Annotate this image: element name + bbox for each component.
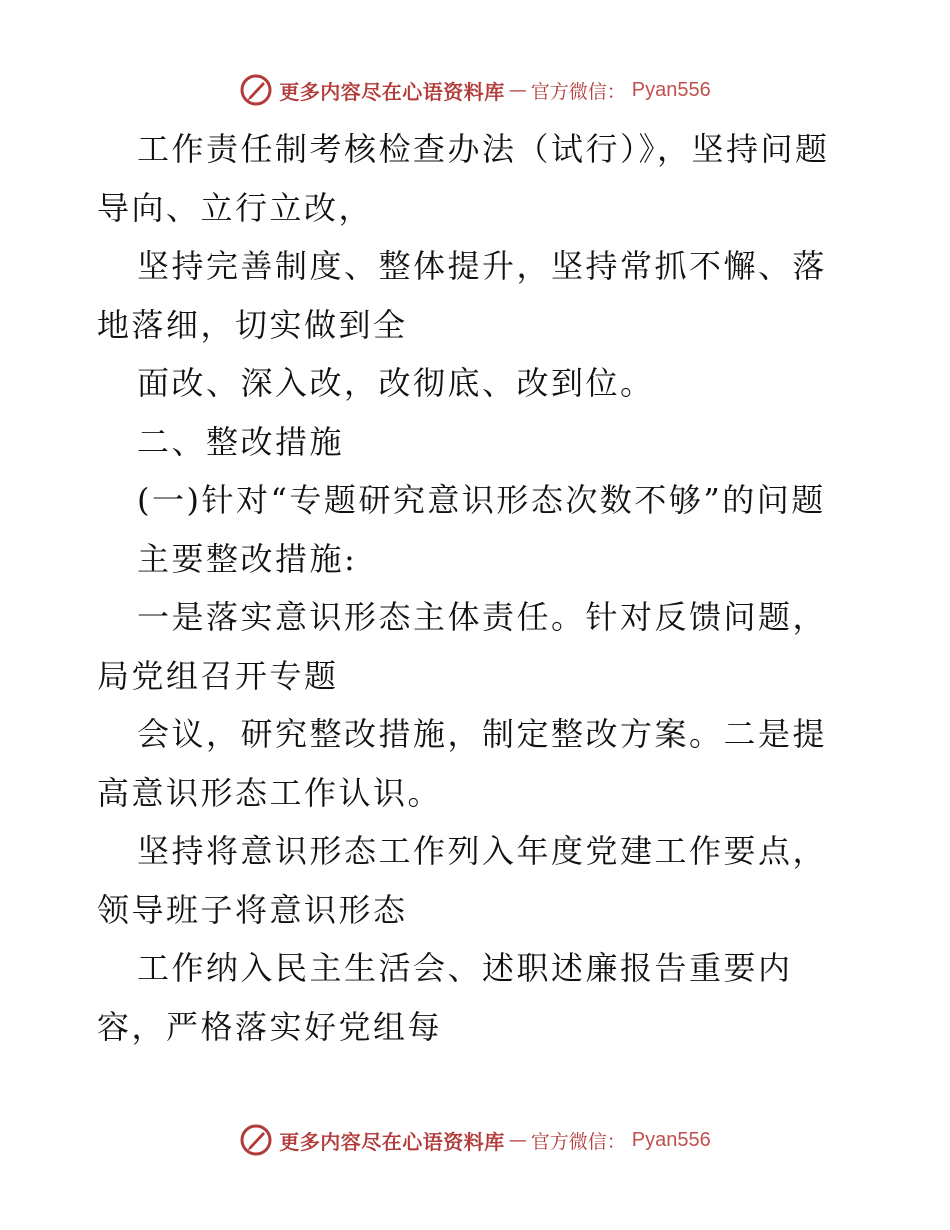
section-heading: 二、整改措施 xyxy=(137,422,345,461)
watermark-handle: Pyan556 xyxy=(631,78,711,101)
quill-logo-icon xyxy=(239,73,273,107)
footer-watermark xyxy=(0,1120,950,1160)
watermark-dash: — xyxy=(508,1129,527,1151)
paragraph: 坚持完善制度、整体提升，坚持常抓不懈、落地落细，切实做到全 xyxy=(97,247,828,344)
paragraph: 工作责任制考核检查办法（试行）》，坚持问题导向、立行立改， xyxy=(97,130,830,227)
quill-logo-icon xyxy=(239,1123,273,1157)
document-body xyxy=(97,120,857,1056)
paragraph: 面改、深入改，改彻底、改到位。 xyxy=(137,364,655,402)
paragraph: 工作纳入民主生活会、述职述廉报告重要内容，严格落实好党组每 xyxy=(97,949,793,1046)
paragraph: 坚持将意识形态工作列入年度党建工作要点，领导班子将意识形态 xyxy=(97,832,828,929)
header-watermark xyxy=(0,70,950,110)
watermark-label: 官方微信： xyxy=(530,1130,626,1153)
watermark-handle: Pyan556 xyxy=(631,1128,711,1151)
watermark-label: 官方微信： xyxy=(530,80,626,103)
paragraph: 一是落实意识形态主体责任。针对反馈问题，局党组召开专题 xyxy=(97,598,828,695)
subsection-heading: (一)针对“专题研究意识形态次数不够”的问题 xyxy=(137,481,826,519)
paragraph: 主要整改措施: xyxy=(137,539,358,578)
paragraph: 会议，研究整改措施，制定整改方案。二是提高意识形态工作认识。 xyxy=(97,715,828,812)
watermark-text: 更多内容尽在心语资料库 xyxy=(279,1129,505,1154)
watermark-text: 更多内容尽在心语资料库 xyxy=(279,79,505,104)
watermark-dash: — xyxy=(508,79,527,101)
